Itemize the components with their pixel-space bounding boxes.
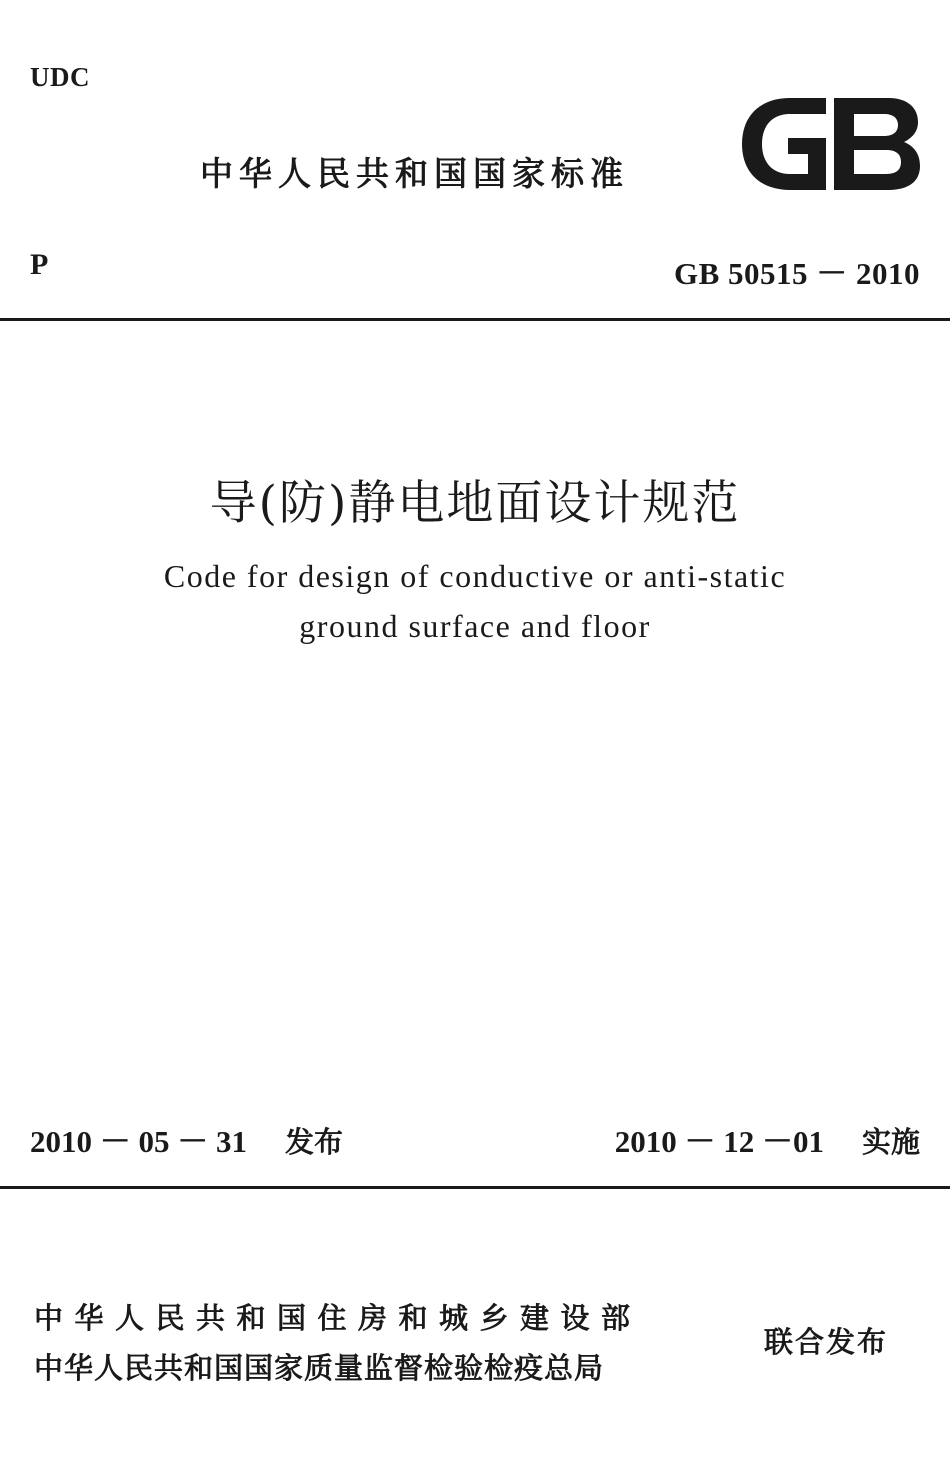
top-divider [0,318,950,321]
joint-issue-label: 联合发布 [764,1325,889,1359]
standard-number: GB 50515 － 2010 [673,256,920,291]
title-chinese: 导(防)静电地面设计规范 [209,476,741,531]
udc-label: UDC [30,62,90,92]
national-standard-heading: 中华人民共和国国家标准 [200,154,629,193]
issue-label: 发布 [285,1125,344,1159]
issuer-ministry: 中华人民共和国住房和城乡建设部 [34,1301,642,1335]
classification-code: P [30,248,49,281]
gb-logo-icon [738,96,922,192]
implement-date-block [615,1116,920,1161]
issue-date-block [30,1116,343,1161]
issue-date: 2010 － 05 － 31 [30,1124,247,1159]
bottom-divider [0,1186,950,1189]
title-english-line1: Code for design of conductive or anti-static [163,558,787,594]
title-english-line2: ground surface and floor [299,608,651,644]
issuer-aqsiq: 中华人民共和国国家质量监督检验检疫总局 [34,1351,605,1385]
implement-date: 2010 － 12 －01 [614,1124,824,1159]
implement-label: 实施 [861,1125,920,1159]
